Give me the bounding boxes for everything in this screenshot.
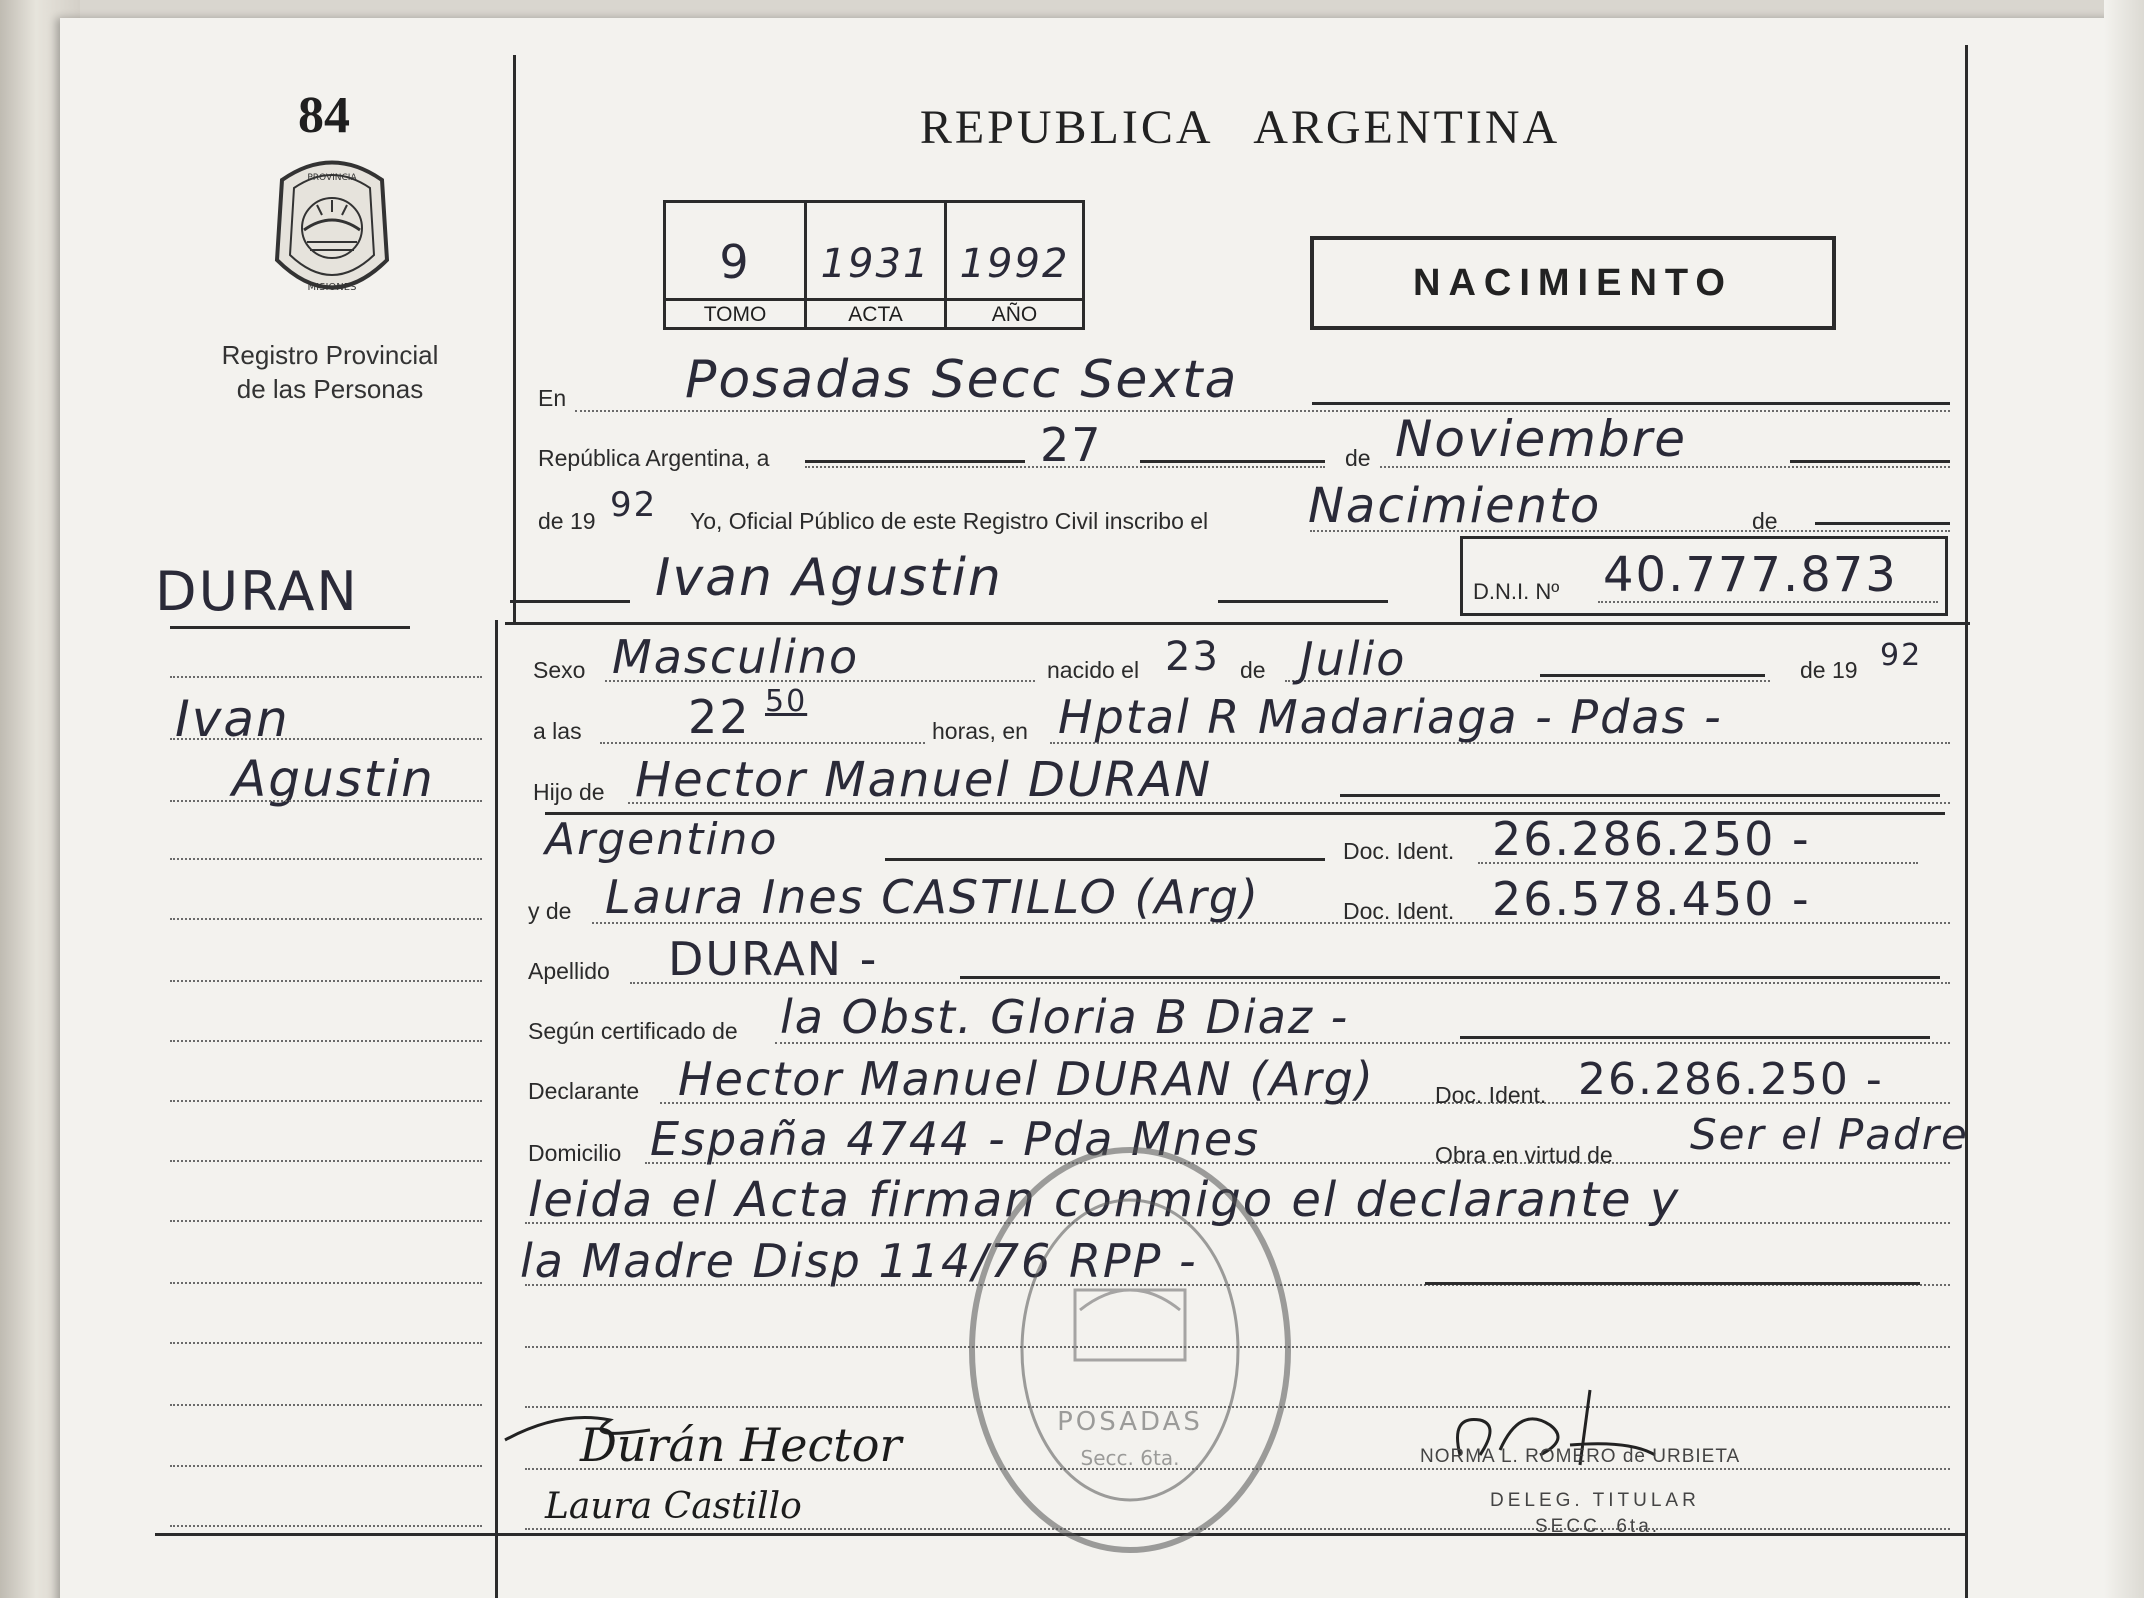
certificado-value: la Obst. Gloria B Diaz - — [780, 990, 1350, 1044]
hijo-label: Hijo de — [533, 779, 605, 805]
nacido-label: nacido el — [1047, 657, 1140, 683]
declarante-value: Hector Manuel DURAN (Arg) — [678, 1052, 1375, 1106]
official-title1: DELEG. TITULAR — [1490, 1490, 1700, 1511]
sexo-label: Sexo — [533, 657, 586, 683]
official-title2: SECC. 6ta. — [1535, 1516, 1661, 1537]
column-divider-bottom — [495, 620, 498, 1598]
child-name-value: Ivan Agustin — [655, 548, 1003, 608]
doc-label3: Doc. Ident. — [1435, 1082, 1547, 1108]
de-label: de — [1345, 445, 1371, 471]
de-label2: de — [1240, 657, 1266, 683]
doc-label2: Doc. Ident. — [1343, 898, 1455, 924]
father-name-value: Hector Manuel DURAN — [635, 752, 1213, 808]
domicilio-label: Domicilio — [528, 1140, 622, 1166]
birth-hospital-value: Hptal R Madariaga - Pdas - — [1058, 690, 1723, 744]
yde-label: y de — [528, 898, 572, 924]
segun-label: Según certificado de — [528, 1018, 738, 1044]
day-value: 27 — [1040, 418, 1103, 472]
republica-label: República Argentina, a — [538, 445, 770, 471]
obra-value: Ser el Padre — [1690, 1110, 1969, 1159]
header-separator — [505, 622, 1970, 625]
minute-value: 50 — [765, 684, 808, 719]
sexo-value: Masculino — [612, 630, 860, 684]
margin-given-name2: Agustin — [232, 750, 435, 808]
official-name: NORMA L. ROMERO de URBIETA — [1420, 1446, 1741, 1467]
anio-value: 1992 — [959, 241, 1070, 287]
page-edge — [2104, 0, 2144, 1598]
de19-label2: de 19 — [1800, 657, 1858, 683]
signature-mother: Laura Castillo — [545, 1486, 802, 1527]
stamp-city: POSADAS — [1057, 1407, 1203, 1437]
registry-line1: Registro Provincial — [221, 340, 439, 370]
continuation-line2: la Madre Disp 114/76 RPP - — [520, 1234, 1198, 1288]
tomo-label: TOMO — [703, 303, 767, 326]
seal-top-text: PROVINCIA — [307, 173, 357, 183]
right-border — [1965, 45, 1968, 1598]
year-value: 92 — [610, 485, 658, 525]
column-divider-top — [513, 55, 516, 625]
dni-box — [1460, 536, 1948, 616]
domicilio-value: España 4744 - Pda Mnes — [650, 1112, 1261, 1166]
alas-label: a las — [533, 718, 582, 744]
month-value: Noviembre — [1395, 410, 1687, 468]
continuation-line1: leida el Acta firman conmigo el declarante y — [528, 1172, 1681, 1228]
birth-day-value: 23 — [1165, 634, 1220, 680]
obra-label: Obra en virtud de — [1435, 1142, 1613, 1168]
oficial-label: Yo, Oficial Público de este Registro Civil inscribo el — [690, 508, 1209, 534]
registry-line2: de las Personas — [236, 374, 424, 404]
father-doc-value: 26.286.250 - — [1492, 812, 1811, 866]
tomo-value: 9 — [719, 235, 751, 289]
apellido-value: DURAN - — [668, 932, 879, 986]
province-seal-icon — [262, 150, 402, 310]
horas-label: horas, en — [932, 718, 1028, 744]
declarante-doc-value: 26.286.250 - — [1578, 1054, 1884, 1105]
mother-name-value: Laura Ines CASTILLO (Arg) — [605, 870, 1260, 924]
acta-label: ACTA — [848, 303, 903, 326]
signature-father: Durán Hector — [580, 1418, 902, 1472]
mother-doc-value: 26.578.450 - — [1492, 872, 1811, 926]
seal-bottom-text: MISIONES — [307, 282, 357, 293]
page-number: 84 — [298, 87, 350, 144]
en-label: En — [538, 385, 567, 411]
record-type-box: NACIMIENTO — [1310, 236, 1836, 330]
apellido-label: Apellido — [528, 958, 610, 984]
de-end-label: de — [1752, 508, 1778, 534]
birth-month-value: Julio — [1300, 632, 1407, 686]
record-box — [663, 200, 1085, 330]
de19-label: de 19 — [538, 508, 596, 534]
margin-given-name1: Ivan — [175, 690, 290, 748]
birth-year-value: 92 — [1880, 638, 1923, 673]
declarante-label: Declarante — [528, 1078, 640, 1104]
country-title: REPUBLICA ARGENTINA — [919, 101, 1561, 154]
acta-value: 1931 — [820, 241, 931, 287]
anio-label: AÑO — [991, 303, 1038, 326]
inscribo-value: Nacimiento — [1308, 478, 1602, 534]
hour-value: 22 — [688, 690, 751, 744]
margin-surname: DURAN — [155, 560, 359, 623]
birthplace-value: Posadas Secc Sexta — [685, 350, 1239, 410]
stamp-section: Secc. 6ta. — [1080, 1446, 1180, 1470]
dni-value: 40.777.873 — [1603, 547, 1898, 603]
registry-name — [190, 338, 470, 406]
dni-label: D.N.I. Nº — [1473, 579, 1560, 604]
father-nationality-value: Argentino — [545, 814, 779, 865]
official-stamp-icon — [960, 1140, 1300, 1560]
doc-label: Doc. Ident. — [1343, 838, 1455, 864]
